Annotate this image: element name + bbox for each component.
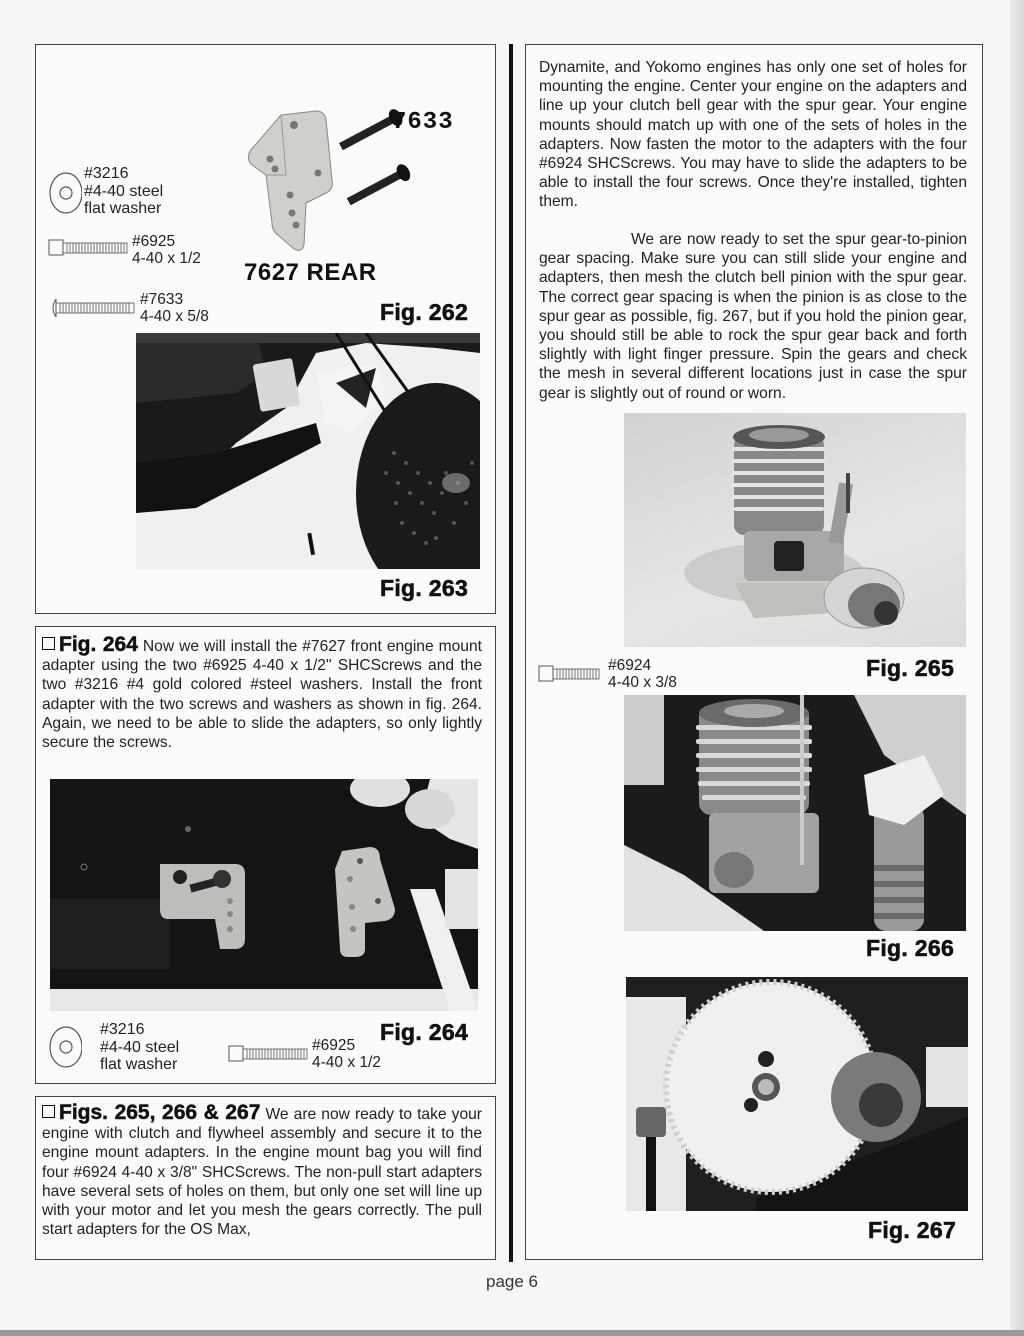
callout-7627-rear: 7627 REAR [244, 259, 377, 286]
fig-266-label: Fig. 266 [866, 935, 955, 961]
fig-266-photo [624, 695, 966, 931]
fig-264-body: Now we will install the #7627 front engine mount adapter using the two #6925 4-40 x 1/2" SHCScrews and the two #3216 #4 gold colored #steel washers. Install the front adapter with the two screws and washers as shown in fig. 264. Again, we need to be able to slide the adapters, so only lightly secure the screws. [42, 638, 482, 752]
page-bottom-edge [0, 1330, 1024, 1336]
figs265-267-panel [35, 1096, 496, 1260]
page-edge-shadow [1010, 0, 1024, 1336]
screw-6925-size: 4-40 x 1/2 [132, 250, 201, 267]
fig262-263-panel [35, 44, 496, 614]
fig-262-label: Fig. 262 [380, 299, 469, 325]
fig-267-label: Fig. 267 [868, 1217, 957, 1243]
washer-icon [48, 171, 82, 215]
page-number: page 6 [486, 1272, 538, 1291]
socket-head-screw-icon [228, 1045, 310, 1063]
figs-265-267-heading: Figs. 265, 266 & 267 [59, 1101, 261, 1124]
fig-265-photo [624, 413, 966, 647]
fig-264-instructions [42, 635, 482, 752]
screw-7633-part-number: #7633 [140, 291, 184, 308]
fig-263-photo [136, 333, 480, 569]
front-mount-adapter-image [50, 779, 478, 1011]
gear-spacing-paragraph [539, 230, 967, 403]
fig-267-photo [626, 977, 968, 1211]
washer-part-number: #3216 [84, 165, 129, 182]
fig-264-label: Fig. 264 [380, 1019, 469, 1045]
button-head-screw-icon [48, 297, 138, 319]
washer-icon [48, 1025, 82, 1069]
figs-265-267-instructions [42, 1103, 482, 1239]
engine-mounted-image [624, 695, 966, 931]
gear-spacing-text: We are now ready to set the spur gear-to-pinion gear spacing. Make sure you can still slide your engine and adapters, then mesh the clutch bell pinion with the spur gear. The correct gear spacing is when the pinion is as close to the spur gear as possible, fig. 267, but if you hold the pinion gear, you should still be able to rock the spur gear back and forth slightly with light finger pressure. Spin the gears and check the mesh in several different locations just in case the spur gear is slightly out of round or worn. [539, 231, 967, 402]
callout-7633: 7633 [392, 109, 454, 136]
spur-gear-image [626, 977, 968, 1211]
mounting-paragraph: Dynamite, and Yokomo engines has only one set of holes for mounting the engine. Center your engine on the adapters and line up your clutch bell gear with the spur gear. Your engine mounts should match up with one of the sets of holes in the adapters. Now fasten the motor to the adapters with the four #6924 SHCScrews. You may have to slide the adapters to be able to install the four screws. Once they're installed, tighten them. [539, 59, 967, 211]
screw-6924-part-number: #6924 [608, 657, 652, 674]
washer-desc-2: flat washer [100, 1056, 178, 1073]
washer-desc-1: #4-40 steel [100, 1039, 180, 1056]
fig-264-photo [50, 779, 478, 1011]
figs-265-267-body: We are now ready to take your engine with clutch and flywheel assembly and secure it to the engine mount adapters. In the engine mount bag you will find four #6924 4-40 x 3/8" SHCScrews. The non-pull start adapters have several sets of holes on them, but only one set will line up with your motor and let you mesh the gears correctly. The pull start adapters for the OS Max, [42, 1106, 482, 1239]
washer-desc-1: #4-40 steel [84, 183, 164, 200]
fig-264-heading: Fig. 264 [59, 633, 138, 656]
engine-image [624, 413, 966, 647]
checkbox-icon[interactable] [42, 637, 55, 650]
screw-6925-part-number: #6925 [312, 1037, 356, 1054]
screw-6925-size: 4-40 x 1/2 [312, 1054, 381, 1071]
screw-6925-part-number: #6925 [132, 233, 176, 250]
right-column-panel [525, 44, 983, 1260]
column-divider [509, 44, 513, 1262]
fig-263-label: Fig. 263 [380, 575, 469, 601]
screw-7633-size: 4-40 x 5/8 [140, 308, 209, 325]
fig264-panel [35, 626, 496, 1084]
socket-head-screw-icon [538, 665, 602, 683]
checkbox-icon[interactable] [42, 1105, 55, 1118]
washer-part-number: #3216 [100, 1021, 145, 1038]
washer-desc-2: flat washer [84, 200, 162, 217]
socket-head-screw-icon [48, 239, 130, 257]
chassis-with-tire-image [136, 333, 480, 569]
screw-6924-size: 4-40 x 3/8 [608, 674, 677, 691]
fig-265-label: Fig. 265 [866, 655, 955, 681]
